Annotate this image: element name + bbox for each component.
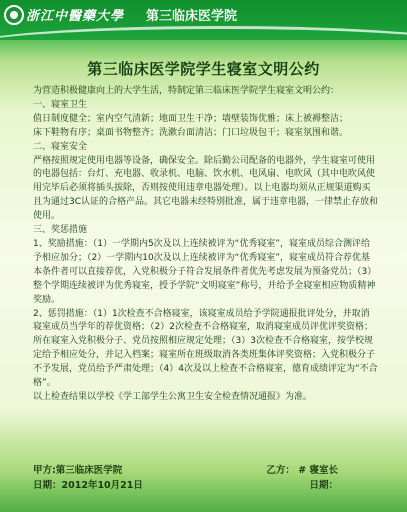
intro-text: 为营造积极健康向上的大学生活，特制定第三临床医学院学生寝室文明公约：: [33, 86, 340, 96]
hygiene-line-1: 值日制度健全；室内空气清新；地面卫生干净；墙壁装饰优雅；床上被褥整洁；: [33, 113, 349, 124]
reward-paragraph: 1、奖励措施：（1）一学期内5次及以上连续被评为“优秀寝室”，寝室成员综合测评给予相应加分；（2）一学期内10次及以上连续被评为“优秀寝室”，寝室成员符合荐优基本条件者可以直接荐优，入党积极分子符合发展条件者优先考虑发展为预备党员；（3）整个学期连续被评为优秀寝室，授予学院“文明寝室”称号，并给予全寝室相应物质精神奖励。: [33, 238, 377, 305]
signature-footer: [33, 463, 378, 493]
section-heading-safety: 二、寝室安全: [33, 141, 88, 152]
party-b: 乙方： # 寝室长: [266, 465, 338, 476]
school-logo-icon: [4, 5, 24, 25]
inspection-note: 以上检查结果以学校《学工部学生公寓卫生安全检查情况通报》为准。: [33, 391, 313, 402]
page-title: 第三临床医学院学生寝室文明公约: [87, 60, 320, 78]
party-a: 甲方:第三临床医学院: [33, 465, 123, 476]
sign-date-b: 日期：: [309, 480, 338, 491]
section-heading-hygiene: 一、寝室卫生: [33, 99, 88, 110]
safety-paragraph: 严格按照规定使用电器等设备，确保安全。除后勤公司配备的电器外，学生寝室可使用的电器包括：台灯、充电器、收录机、电脑、饮水机、电风扇、电吹风（其中电吹风使用完毕后必须将插头拔除，否则按使用违章电器处理）。以上电器均须从正规渠道购买且为通过3C认证的合格产品。其它电器未经特别批准，属于违章电器，一律禁止存放和使用。: [33, 155, 379, 222]
section-heading-rewards: 三、奖惩措施: [33, 225, 88, 236]
school-name-calligraphy: 浙江中醫藥大學: [26, 9, 125, 24]
college-name: 第三临床医学院: [146, 9, 238, 24]
penalty-paragraph: 2、惩罚措施：（1）1次检查不合格寝室，该寝室成员给予学院通报批评处分，并取消寝室成员当学年的荐优资格；（2）2次检查不合格寝室，取消寝室成员评优评奖资格；所在寝室入党积极分子、党员按照相应规定处理；（3）3次检查不合格寝室，按学校规定给予相应处分，并记入档案；寝室所在班级取消各类班集体评奖资格；入党积极分子不予发展，党员给予严肃处理；（4）4次及以上检查不合格寝室，德育成绩评定为“不合格”。: [33, 308, 378, 389]
convention-body: [33, 85, 378, 405]
sign-date: 日期：2012年10月21日: [33, 480, 143, 491]
hygiene-line-2: 床下鞋物有序；桌面书物整齐；洗漱台面清洁；门口垃圾包干；寝室氛围和谐。: [33, 127, 349, 138]
